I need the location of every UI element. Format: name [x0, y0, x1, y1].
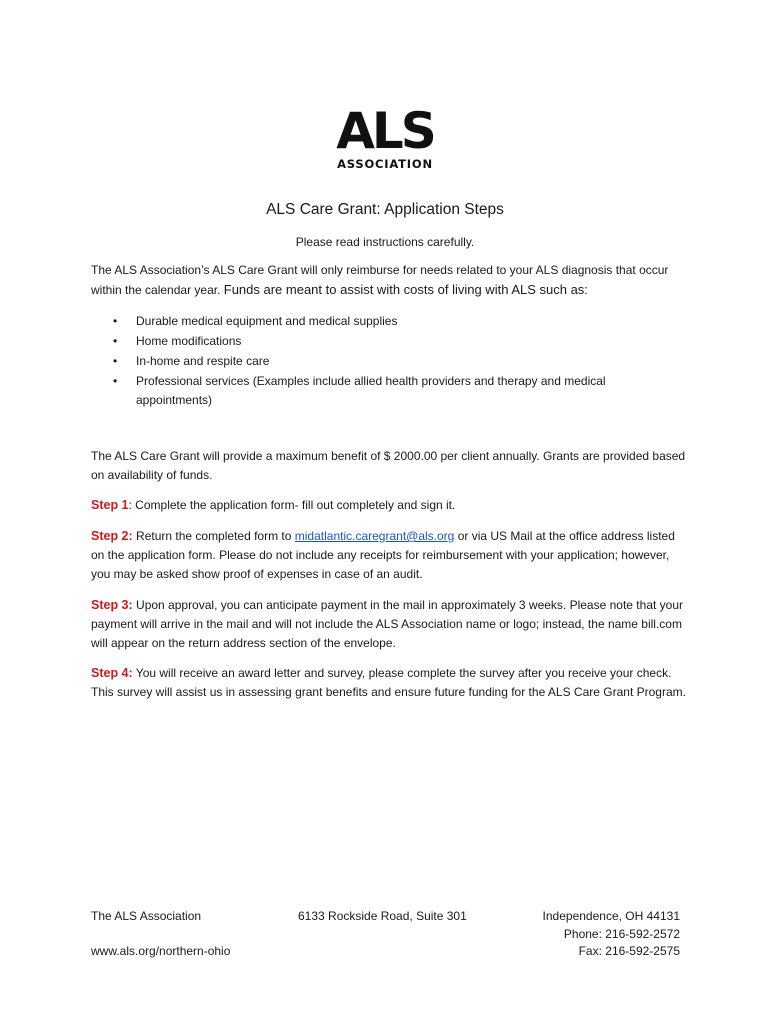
list-item-text: In-home and respite care	[136, 354, 270, 368]
step-4-text: You will receive an award letter and survey, please complete the survey after you receive your check. This survey will assist us in assessing grant benefits and ensure future funding for the ALS Care Grant Program.	[91, 666, 686, 699]
logo-sub-text: ASSOCIATION	[337, 157, 433, 171]
list-item	[91, 332, 651, 351]
list-item	[91, 352, 651, 371]
footer-fax: Fax: 216-592-2575	[578, 944, 680, 958]
list-item-text: Home modifications	[136, 334, 242, 348]
intro-part1: The ALS Association’s ALS Care Grant will only reimburse for needs related to your ALS diagnosis that occur within the calendar year.	[91, 263, 669, 297]
list-item-text: Professional services (Examples include allied health providers and therapy and medical appointments)	[136, 374, 606, 407]
footer-phone: Phone: 216-592-2572	[563, 927, 680, 941]
step-1-label: Step 1	[91, 498, 129, 512]
footer-org: The ALS Association	[91, 909, 202, 923]
bullet-icon: •	[113, 374, 118, 388]
list-item-text: Durable medical equipment and medical supplies	[136, 314, 398, 328]
step-1	[91, 496, 691, 515]
bullet-icon: •	[113, 314, 118, 328]
bullet-icon: •	[113, 354, 118, 368]
step-4-label: Step 4:	[91, 666, 133, 680]
als-association-logo	[332, 102, 438, 171]
intro-part2: Funds are meant to assist with costs of living with ALS such as:	[223, 282, 588, 297]
page-title: ALS Care Grant: Application Steps	[266, 201, 504, 218]
footer-address: 6133 Rockside Road, Suite 301	[298, 909, 467, 923]
list-item	[91, 372, 651, 410]
step-1-text: : Complete the application form- fill out completely and sign it.	[128, 498, 456, 512]
step-4	[91, 664, 691, 702]
logo-main-text: ALS	[336, 102, 434, 160]
step-2	[91, 527, 691, 584]
step-3	[91, 596, 691, 653]
list-item	[91, 312, 651, 331]
step-2-label: Step 2:	[91, 529, 133, 543]
step-3-text: Upon approval, you can anticipate payment in the mail in approximately 3 weeks. Please note that your payment will arrive in the mail and will not include the ALS Association name or logo; instead, the name bill.com will appear on the return address section of the envelope.	[91, 598, 683, 650]
step-2-text-before: Return the completed form to	[132, 529, 295, 543]
footer-city: Independence, OH 44131	[542, 909, 680, 923]
footer-website[interactable]: www.als.org/northern-ohio	[91, 944, 231, 958]
email-link[interactable]: midatlantic.caregrant@als.org	[294, 529, 455, 543]
benefit-paragraph: The ALS Care Grant will provide a maximum benefit of $ 2000.00 per client annually. Grants are provided based on availability of funds.	[91, 449, 686, 482]
step-2-text-after: or via US Mail at the office address listed on the application form. Please do not include any receipts for reimbursement with your application; however, you may be asked show proof of expenses in case of an audit.	[91, 529, 675, 581]
step-3-label: Step 3:	[91, 598, 133, 612]
intro-paragraph	[91, 261, 691, 300]
bullet-icon: •	[113, 334, 118, 348]
page-subtitle: Please read instructions carefully.	[295, 235, 475, 249]
eligible-costs-list	[91, 312, 651, 411]
